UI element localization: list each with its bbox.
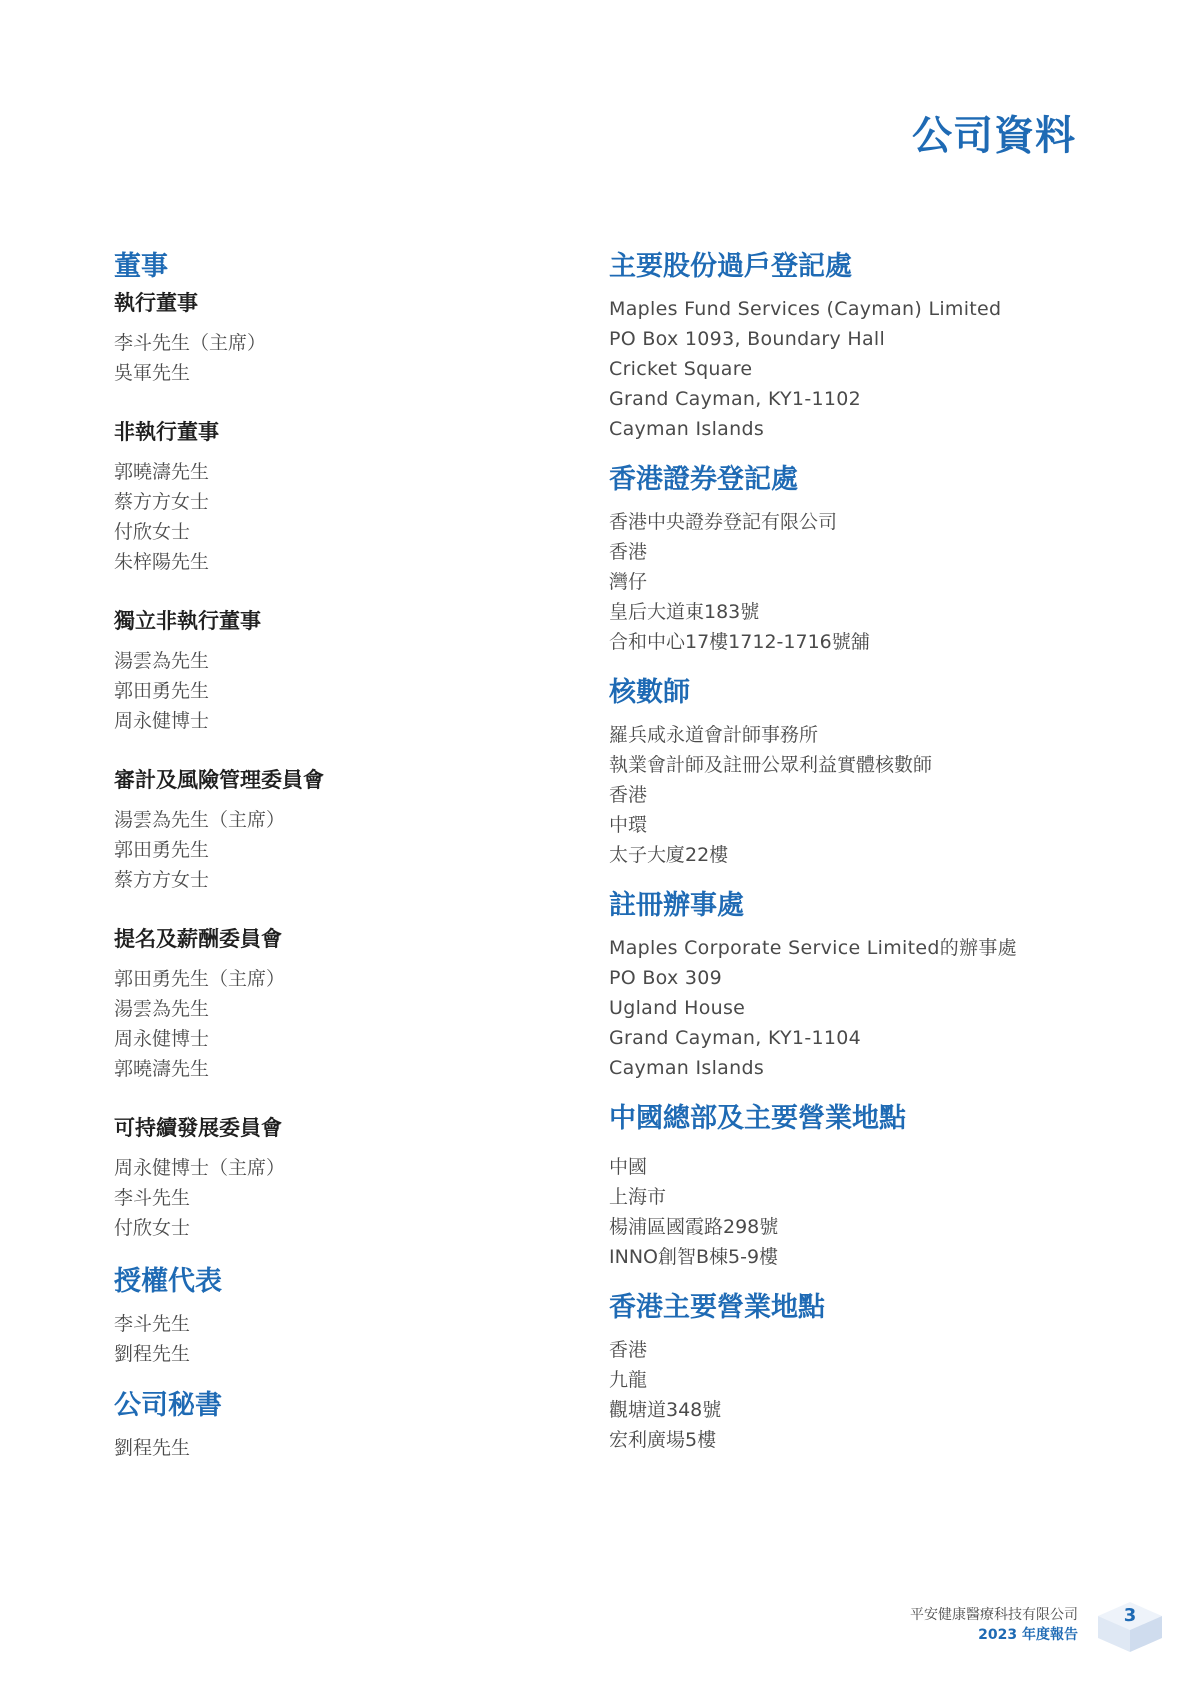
list-item: Maples Corporate Service Limited的辦事處 xyxy=(609,937,1017,959)
hk-office-group xyxy=(609,1291,1089,1455)
list-item: 付欣女士 xyxy=(114,1217,191,1239)
list-item: 湯雲為先生 xyxy=(114,650,210,672)
list-item: 周永健博士（主席） xyxy=(114,1157,286,1179)
list-item: 湯雲為先生（主席） xyxy=(114,809,286,831)
list-item: 郭曉濤先生 xyxy=(114,461,210,483)
list-item: 中環 xyxy=(609,814,648,836)
nomination-committee-group xyxy=(114,924,574,1084)
list-item: 九龍 xyxy=(609,1369,648,1391)
list-item: 上海市 xyxy=(609,1186,667,1208)
authorized-representatives-group xyxy=(114,1265,574,1369)
sustainability-committee-title: 可持續發展委員會 xyxy=(114,1116,282,1140)
independent-directors-title: 獨立非執行董事 xyxy=(114,609,261,633)
list-item: 郭田勇先生 xyxy=(114,839,210,861)
list-item: 蔡方方女士 xyxy=(114,491,210,513)
list-item: 太子大廈22樓 xyxy=(609,844,729,866)
independent-directors-group xyxy=(114,606,574,736)
principal-registrar-group xyxy=(609,250,1089,444)
hk-office-heading: 香港主要營業地點 xyxy=(609,1292,825,1323)
list-item: 湯雲為先生 xyxy=(114,998,210,1020)
nomination-committee-title: 提名及薪酬委員會 xyxy=(114,927,282,951)
company-secretary-group xyxy=(114,1389,574,1463)
list-item: 郭田勇先生（主席） xyxy=(114,968,286,990)
executive-directors-title: 執行董事 xyxy=(114,291,198,315)
right-column xyxy=(609,250,1089,1455)
footer-report-title: 2023 年度報告 xyxy=(978,1627,1078,1643)
list-item: Ugland House xyxy=(609,997,746,1019)
page-number: 3 xyxy=(1123,1605,1137,1626)
non-executive-directors-group xyxy=(114,417,574,577)
list-item: Maples Fund Services (Cayman) Limited xyxy=(609,298,1002,320)
left-column xyxy=(114,250,574,1463)
list-item: Cayman Islands xyxy=(609,1057,765,1079)
list-item: 蔡方方女士 xyxy=(114,869,210,891)
list-item: 執業會計師及註冊公眾利益實體核數師 xyxy=(609,754,933,776)
list-item: 楊浦區國霞路298號 xyxy=(609,1216,779,1238)
list-item: 郭田勇先生 xyxy=(114,680,210,702)
list-item: Cayman Islands xyxy=(609,418,765,440)
audit-committee-group xyxy=(114,765,574,895)
page-title: 公司資料 xyxy=(912,113,1076,159)
list-item: 合和中心17樓1712-1716號舖 xyxy=(609,631,870,653)
footer-company-name: 平安健康醫療科技有限公司 xyxy=(910,1607,1078,1623)
list-item: 香港 xyxy=(609,1339,648,1361)
list-item: PO Box 1093, Boundary Hall xyxy=(609,328,886,350)
authorized-representatives-heading: 授權代表 xyxy=(114,1266,222,1297)
list-item: 香港中央證券登記有限公司 xyxy=(609,511,838,533)
audit-committee-title: 審計及風險管理委員會 xyxy=(114,768,324,792)
list-item: Grand Cayman, KY1-1104 xyxy=(609,1027,862,1049)
auditor-heading: 核數師 xyxy=(609,677,690,708)
registered-office-group xyxy=(609,889,1089,1083)
non-executive-directors-title: 非執行董事 xyxy=(114,420,219,444)
list-item: 李斗先生 xyxy=(114,1187,191,1209)
list-item: 劉程先生 xyxy=(114,1343,191,1365)
list-item: 朱梓陽先生 xyxy=(114,551,210,573)
hk-registrar-group xyxy=(609,463,1089,657)
list-item: 皇后大道東183號 xyxy=(609,601,760,623)
list-item: 香港 xyxy=(609,541,648,563)
china-headquarters-heading: 中國總部及主要營業地點 xyxy=(609,1103,906,1134)
sustainability-committee-group xyxy=(114,1113,574,1243)
list-item: 觀塘道348號 xyxy=(609,1399,722,1421)
list-item: Cricket Square xyxy=(609,358,753,380)
china-headquarters-group xyxy=(609,1102,1089,1272)
list-item: 付欣女士 xyxy=(114,521,191,543)
directors-heading: 董事 xyxy=(114,251,168,282)
list-item: PO Box 309 xyxy=(609,967,723,989)
list-item: 羅兵咸永道會計師事務所 xyxy=(609,724,819,746)
list-item: 中國 xyxy=(609,1156,648,1178)
list-item: 周永健博士 xyxy=(114,710,210,732)
list-item: 劉程先生 xyxy=(114,1437,191,1459)
list-item: 周永健博士 xyxy=(114,1028,210,1050)
hk-registrar-heading: 香港證券登記處 xyxy=(609,464,798,495)
list-item: 吳軍先生 xyxy=(114,362,191,384)
company-secretary-heading: 公司秘書 xyxy=(114,1390,222,1421)
list-item: 香港 xyxy=(609,784,648,806)
list-item: 李斗先生（主席） xyxy=(114,332,267,354)
principal-registrar-heading: 主要股份過戶登記處 xyxy=(609,251,852,282)
list-item: 宏利廣場5樓 xyxy=(609,1429,717,1451)
list-item: INNO創智B棟5-9樓 xyxy=(609,1246,779,1268)
list-item: 郭曉濤先生 xyxy=(114,1058,210,1080)
registered-office-heading: 註冊辦事處 xyxy=(609,890,744,921)
auditor-group xyxy=(609,676,1089,870)
executive-directors-group xyxy=(114,288,574,388)
list-item: 灣仔 xyxy=(609,571,648,593)
list-item: Grand Cayman, KY1-1102 xyxy=(609,388,862,410)
list-item: 李斗先生 xyxy=(114,1313,191,1335)
